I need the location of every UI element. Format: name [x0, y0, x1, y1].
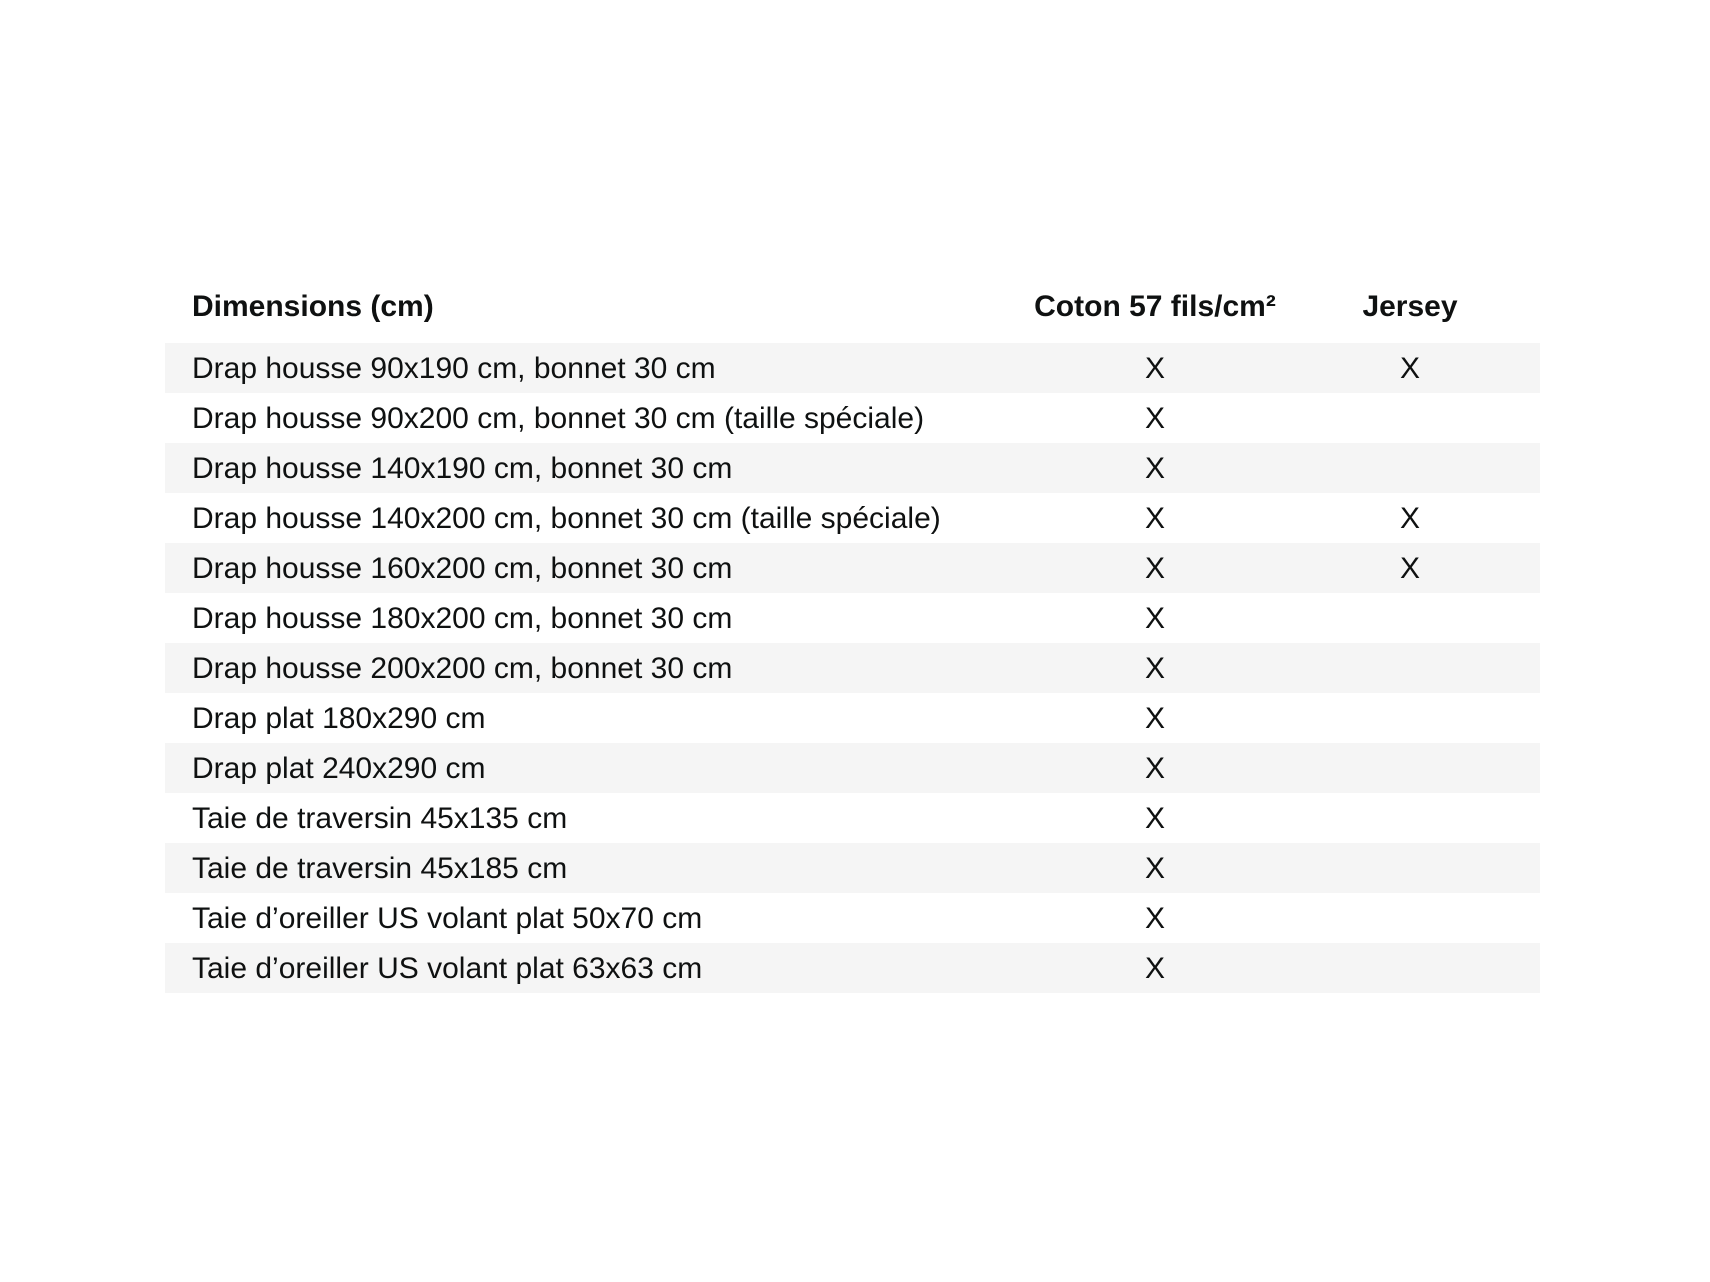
row-label: Drap plat 240x290 cm — [192, 751, 486, 785]
coton-mark: X — [1144, 901, 1165, 935]
coton-mark: X — [1144, 401, 1165, 435]
coton-mark: X — [1144, 351, 1165, 385]
coton-mark: X — [1144, 651, 1165, 685]
coton-mark: X — [1144, 551, 1165, 585]
column-header-coton: Coton 57 fils/cm² — [1034, 289, 1276, 323]
table-row — [165, 443, 1540, 493]
row-label: Drap housse 140x190 cm, bonnet 30 cm — [192, 451, 733, 485]
coton-mark: X — [1144, 701, 1165, 735]
coton-mark: X — [1144, 951, 1165, 985]
table-row — [165, 893, 1540, 943]
row-label: Drap housse 90x200 cm, bonnet 30 cm (taille spéciale) — [192, 401, 925, 435]
table-row — [165, 943, 1540, 993]
table-row — [165, 343, 1540, 393]
row-label: Drap housse 180x200 cm, bonnet 30 cm — [192, 601, 733, 635]
table-row — [165, 493, 1540, 543]
row-label: Taie d’oreiller US volant plat 50x70 cm — [192, 901, 703, 935]
row-label: Taie de traversin 45x135 cm — [192, 801, 568, 835]
table-row — [165, 793, 1540, 843]
coton-mark: X — [1144, 851, 1165, 885]
table-row — [165, 643, 1540, 693]
row-label: Taie de traversin 45x185 cm — [192, 851, 568, 885]
size-comparison-table — [165, 269, 1540, 993]
row-label: Taie d’oreiller US volant plat 63x63 cm — [192, 951, 703, 985]
jersey-mark: X — [1399, 351, 1420, 385]
coton-mark: X — [1144, 801, 1165, 835]
row-label: Drap housse 90x190 cm, bonnet 30 cm — [192, 351, 716, 385]
row-label: Drap housse 200x200 cm, bonnet 30 cm — [192, 651, 733, 685]
coton-mark: X — [1144, 601, 1165, 635]
row-label: Drap housse 160x200 cm, bonnet 30 cm — [192, 551, 733, 585]
table-row — [165, 543, 1540, 593]
jersey-mark: X — [1399, 501, 1420, 535]
table-row — [165, 693, 1540, 743]
coton-mark: X — [1144, 501, 1165, 535]
table-row — [165, 593, 1540, 643]
row-label: Drap housse 140x200 cm, bonnet 30 cm (taille spéciale) — [192, 501, 941, 535]
table-row — [165, 393, 1540, 443]
table-row — [165, 743, 1540, 793]
table-header-row — [165, 269, 1540, 343]
row-label: Drap plat 180x290 cm — [192, 701, 486, 735]
column-header-dimensions: Dimensions (cm) — [192, 289, 434, 323]
coton-mark: X — [1144, 751, 1165, 785]
coton-mark: X — [1144, 451, 1165, 485]
table-body — [165, 343, 1540, 993]
jersey-mark: X — [1399, 551, 1420, 585]
column-header-jersey: Jersey — [1362, 289, 1458, 323]
table-row — [165, 843, 1540, 893]
